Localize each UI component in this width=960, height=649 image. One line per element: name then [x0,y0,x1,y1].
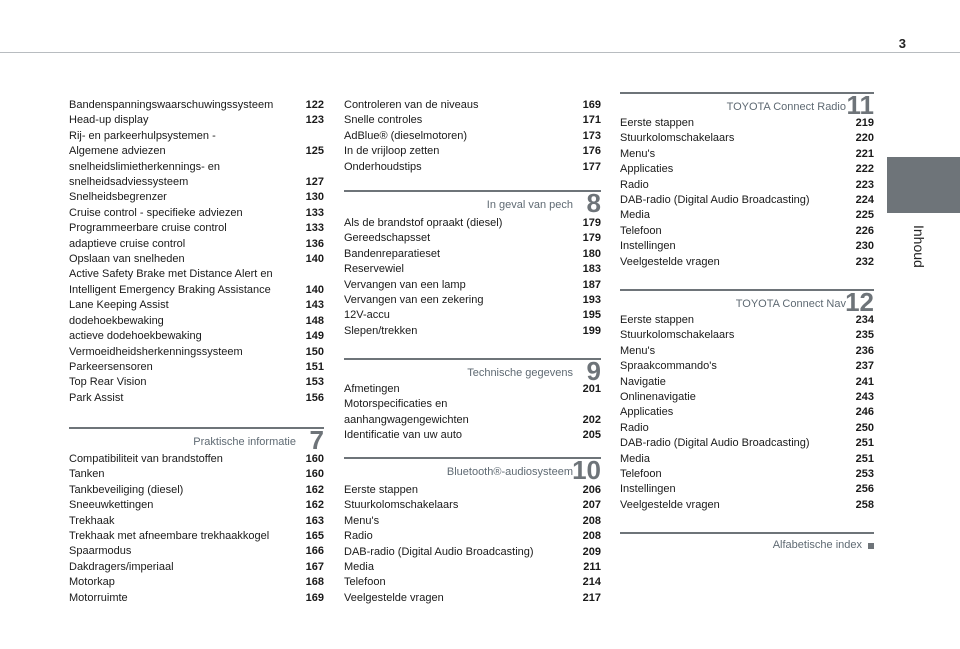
toc-entry-page: 153 [305,376,324,389]
toc-entry-page: 130 [305,191,324,204]
toc-entry[interactable] [69,452,324,467]
toc-entry-title: Dakdragers/imperiaal [69,560,174,573]
toc-entry[interactable] [620,452,874,467]
toc-entry-page: 160 [305,468,324,481]
toc-entry-title: DAB-radio (Digital Audio Broadcasting) [620,194,810,207]
toc-entry-title: Onlinenavigatie [620,391,696,404]
toc-entry-title: Gereedschapsset [344,232,431,245]
toc-entry-title: Media [620,452,650,465]
toc-entry-title: Slepen/trekken [344,324,418,337]
toc-entry-title: In de vrijloop zetten [344,145,440,158]
toc-entry-page: 232 [855,255,874,268]
toc-entry[interactable] [344,216,601,231]
toc-entry-page: 166 [305,545,324,558]
toc-entry[interactable] [69,267,324,298]
section-title: Praktische informatie [193,436,296,448]
toc-entry[interactable] [344,382,601,397]
toc-entry[interactable] [69,237,324,252]
side-tab-block [887,157,960,213]
toc-entry-page: 168 [305,576,324,589]
toc-entry-title: adaptieve cruise control [69,237,186,250]
toc-entry-title: AdBlue® (dieselmotoren) [344,129,468,142]
side-tab-label: Inhoud [911,225,927,268]
toc-entry-page: 179 [582,232,601,245]
toc-entry[interactable] [344,591,601,606]
toc-entry[interactable] [620,147,874,162]
toc-entry-page: 251 [855,452,874,465]
toc-entry[interactable] [344,113,601,128]
section-number: 12 [845,287,874,317]
toc-entry[interactable] [344,262,601,277]
toc-entry-page: 214 [582,576,601,589]
toc-entry-title: Parkeersensoren [69,360,153,373]
toc-entry-title: Reservewiel [344,263,404,276]
toc-entry-title: Stuurkolomschakelaars [620,329,735,342]
toc-entry[interactable] [620,359,874,374]
toc-entry-page: 219 [855,117,874,129]
toc-entry[interactable] [620,436,874,451]
toc-entry[interactable] [69,252,324,267]
toc-entry-page: 140 [305,253,324,266]
toc-entry-title: Identificatie van uw auto [344,429,463,442]
toc-entry-title: Trekhaak met afneembare trekhaakkogel [69,530,270,543]
toc-entry[interactable] [344,129,601,144]
section-number: 9 [586,356,601,386]
toc-entry-title: Onderhoudstips [344,160,422,173]
toc-entry[interactable] [69,375,324,390]
toc-entry-page: 195 [582,309,601,322]
toc-entry-page: 217 [582,591,601,604]
toc-entry[interactable] [69,467,324,482]
toc-entry-title: DAB-radio (Digital Audio Broadcasting) [344,545,534,558]
toc-list [620,116,874,270]
toc-entry-title: Afmetingen [344,383,400,395]
toc-entry[interactable] [69,391,324,406]
toc-entry-title: Veelgestelde vragen [344,591,444,604]
toc-entry-page: 162 [305,483,324,496]
toc-entry-page: 234 [855,314,874,326]
toc-list [344,382,601,444]
toc-entry[interactable] [344,545,601,560]
toc-entry-page: 183 [582,263,601,276]
section-title: Technische gegevens [467,367,573,379]
toc-entry-page: 201 [582,383,601,395]
toc-entry-title: Sneeuwkettingen [69,499,154,512]
alphabetical-index-label: Alfabetische index [772,539,862,551]
toc-entry-title: Controleren van de niveaus [344,99,479,111]
toc-entry-page: 205 [582,429,601,442]
toc-entry-page: 143 [305,299,324,312]
toc-entry-title: Veelgestelde vragen [620,498,720,511]
toc-entry-page: 177 [582,160,601,173]
toc-entry-page: 167 [305,560,324,573]
toc-entry-page: 136 [305,237,324,250]
toc-entry[interactable] [620,255,874,270]
toc-entry-title: Eerste stappen [620,314,694,326]
toc-list [620,313,874,513]
toc-entry[interactable] [344,483,601,498]
toc-entry-title: Snelheidsbegrenzer [69,191,167,204]
toc-entry-page: 133 [305,222,324,235]
toc-entry-title: Als de brandstof opraakt (diesel) [344,217,503,229]
toc-entry-title: Bandenspanningswaarschuwingssysteem [69,99,274,111]
section-number: 8 [586,188,601,218]
toc-entry[interactable] [69,298,324,313]
toc-entry[interactable] [344,247,601,262]
toc-entry[interactable] [69,498,324,513]
toc-entry[interactable] [620,193,874,208]
toc-entry[interactable] [344,560,601,575]
section-header-7[interactable] [69,427,324,455]
toc-entry-page: 250 [855,421,874,434]
toc-entry-title: Navigatie [620,375,666,388]
toc-entry[interactable] [620,208,874,223]
toc-entry-page: 125 [305,145,324,158]
toc-entry-page: 173 [582,129,601,142]
toc-entry[interactable] [620,421,874,436]
toc-entry[interactable] [344,278,601,293]
toc-entry-title: Vermoeidheidsherkenningssysteem [69,345,243,358]
toc-entry[interactable] [620,178,874,193]
toc-entry-page: 180 [582,247,601,260]
toc-entry-title: Spraakcommando's [620,360,717,373]
toc-entry-page: 235 [855,329,874,342]
toc-entry-title: actieve dodehoekbewaking [69,330,202,343]
toc-entry-page: 224 [855,194,874,207]
toc-entry-title: DAB-radio (Digital Audio Broadcasting) [620,437,810,450]
toc-entry[interactable] [69,575,324,590]
toc-entry-page: 123 [305,114,324,127]
toc-entry[interactable] [344,98,601,113]
toc-entry-page: 162 [305,499,324,512]
toc-entry-title: Trekhaak [69,514,115,527]
toc-entry[interactable] [69,221,324,236]
toc-list [344,98,601,175]
section-title: In geval van pech [486,199,573,211]
toc-entry-page: 253 [855,468,874,481]
toc-entry-title: Snelle controles [344,114,423,127]
toc-entry-title: Radio [344,530,373,543]
toc-entry-title: Park Assist [69,391,124,404]
toc-entry-page: 171 [582,114,601,127]
toc-entry-title: Motorspecificaties en aanhangwagengewichten [344,398,469,426]
toc-entry[interactable] [69,190,324,205]
toc-entry-page: 221 [855,147,874,160]
toc-entry-title: Instellingen [620,483,676,496]
toc-entry-page: 148 [305,314,324,327]
toc-entry-page: 211 [583,561,601,574]
toc-entry[interactable] [69,360,324,375]
toc-entry[interactable] [344,575,601,590]
alphabetical-index-link[interactable] [620,532,874,554]
toc-entry[interactable] [69,160,324,191]
toc-entry-title: Active Safety Brake met Distance Alert en Intelligent Emergency Braking Assistance [69,268,273,296]
page-number: 3 [898,36,906,51]
toc-entry-page: 223 [855,178,874,191]
toc-list [69,452,324,606]
toc-entry[interactable] [69,98,324,113]
toc-entry-page: 220 [855,132,874,145]
toc-entry-page: 209 [582,545,601,558]
toc-entry-title: Menu's [344,514,380,527]
toc-entry-title: Tanken [69,468,105,481]
toc-entry-page: 169 [582,99,601,111]
toc-entry-title: Telefoon [344,576,386,589]
toc-entry[interactable] [344,231,601,246]
section-number: 7 [309,425,324,455]
toc-entry-title: Spaarmodus [69,545,132,558]
toc-entry-page: 206 [582,484,601,496]
toc-entry[interactable] [69,591,324,606]
toc-entry[interactable] [69,483,324,498]
toc-entry[interactable] [344,514,601,529]
toc-entry-title: Vervangen van een lamp [344,278,466,291]
toc-entry-page: 256 [855,483,874,496]
toc-entry-page: 150 [305,345,324,358]
toc-entry-title: Bandenreparatieset [344,247,441,260]
header-rule [0,52,960,53]
toc-entry-page: 199 [582,324,601,337]
toc-list [69,98,324,406]
toc-entry-title: snelheidslimietherkennings- en snelheidsadviessysteem [69,160,221,189]
toc-entry-title: Vervangen van een zekering [344,294,484,307]
toc-entry-title: Opslaan van snelheden [69,253,185,266]
toc-entry-page: 127 [305,176,324,189]
toc-entry[interactable] [69,529,324,544]
toc-entry-title: Radio [620,178,649,191]
toc-entry-title: Motorruimte [69,591,128,604]
toc-entry[interactable] [69,544,324,559]
toc-entry-page: 169 [305,591,324,604]
toc-entry-page: 151 [305,360,324,373]
toc-entry[interactable] [620,405,874,420]
toc-entry[interactable] [620,375,874,390]
toc-entry-page: 133 [305,206,324,219]
section-title: TOYOTA Connect Nav [735,298,846,310]
toc-entry[interactable] [620,162,874,177]
toc-entry[interactable] [344,397,601,428]
toc-entry-title: Eerste stappen [344,484,418,496]
toc-entry[interactable] [344,144,601,159]
toc-entry[interactable] [620,390,874,405]
toc-entry[interactable] [69,560,324,575]
toc-entry-page: 246 [855,406,874,419]
toc-entry-page: 156 [305,391,324,404]
toc-entry-title: Media [344,561,374,574]
toc-entry[interactable] [620,328,874,343]
toc-entry-title: Applicaties [620,163,674,176]
toc-entry-page: 165 [305,530,324,543]
toc-entry-page: 187 [582,278,601,291]
toc-entry-title: dodehoekbewaking [69,314,164,327]
section-title: Bluetooth®-audiosysteem [446,466,573,478]
toc-entry[interactable] [344,428,601,443]
toc-entry-title: Menu's [620,147,656,160]
toc-entry-page: 236 [855,344,874,357]
toc-entry[interactable] [620,239,874,254]
toc-entry-page: 208 [582,530,601,543]
section-number: 11 [846,90,874,120]
toc-entry[interactable] [69,314,324,329]
toc-entry-title: Cruise control - specifieke adviezen [69,206,243,219]
toc-entry[interactable] [344,529,601,544]
toc-entry-title: Tankbeveiliging (diesel) [69,483,184,496]
toc-entry[interactable] [344,498,601,513]
toc-entry-page: 163 [305,514,324,527]
toc-entry[interactable] [620,116,874,131]
toc-entry-title: Motorkap [69,576,115,589]
toc-entry[interactable] [620,344,874,359]
toc-entry-page: 207 [582,499,601,512]
toc-entry-page: 258 [855,498,874,511]
toc-entry[interactable] [620,313,874,328]
toc-entry-title: Telefoon [620,224,662,237]
toc-entry-title: Compatibiliteit van brandstoffen [69,453,223,465]
toc-entry-page: 230 [855,240,874,253]
toc-entry[interactable] [620,467,874,482]
toc-entry-title: Applicaties [620,406,674,419]
toc-entry-page: 208 [582,514,601,527]
toc-list [344,216,601,339]
toc-entry-page: 149 [305,330,324,343]
toc-entry-page: 160 [305,453,324,465]
toc-entry-page: 140 [305,283,324,296]
section-header-10[interactable] [344,457,601,485]
toc-entry[interactable] [69,129,324,160]
toc-entry-page: 226 [855,224,874,237]
toc-entry-page: 222 [855,163,874,176]
toc-entry-page: 193 [582,294,601,307]
toc-entry-title: Radio [620,421,649,434]
section-header-8[interactable] [344,190,601,218]
toc-entry-page: 251 [855,437,874,450]
toc-entry-page: 237 [855,360,874,373]
square-bullet-icon [868,543,874,549]
toc-entry[interactable] [344,160,601,175]
toc-entry-title: Media [620,209,650,222]
toc-entry-title: Veelgestelde vragen [620,255,720,268]
section-title: TOYOTA Connect Radio [726,101,846,113]
toc-entry-title: Top Rear Vision [69,376,147,389]
toc-entry-title: Lane Keeping Assist [69,299,169,312]
toc-entry-title: Programmeerbare cruise control [69,222,227,235]
toc-entry-page: 243 [855,391,874,404]
toc-entry-title: Eerste stappen [620,117,694,129]
toc-entry[interactable] [620,131,874,146]
toc-entry-title: Menu's [620,344,656,357]
toc-entry-page: 122 [305,99,324,111]
toc-entry[interactable] [69,206,324,221]
toc-entry-title: Instellingen [620,240,676,253]
toc-entry-title: Head-up display [69,114,149,127]
toc-entry-title: Stuurkolomschakelaars [620,132,735,145]
toc-entry-title: Stuurkolomschakelaars [344,499,459,512]
toc-entry-page: 241 [855,375,874,388]
toc-entry-page: 225 [855,209,874,222]
toc-entry[interactable] [344,324,601,339]
toc-entry[interactable] [620,224,874,239]
toc-entry-title: Rij- en parkeerhulpsystemen - Algemene adviezen [69,129,216,158]
toc-entry[interactable] [344,308,601,323]
toc-entry[interactable] [344,293,601,308]
toc-entry[interactable] [69,345,324,360]
toc-list [344,483,601,606]
toc-entry[interactable] [620,498,874,513]
section-number: 10 [572,455,601,485]
toc-entry-title: 12V-accu [344,309,390,322]
toc-entry-page: 202 [582,413,601,426]
toc-entry-page: 176 [582,145,601,158]
toc-entry-page: 179 [582,217,601,229]
toc-entry-title: Telefoon [620,468,662,481]
toc-entry[interactable] [69,329,324,344]
toc-entry[interactable] [69,514,324,529]
toc-entry[interactable] [620,482,874,497]
toc-entry[interactable] [69,113,324,128]
